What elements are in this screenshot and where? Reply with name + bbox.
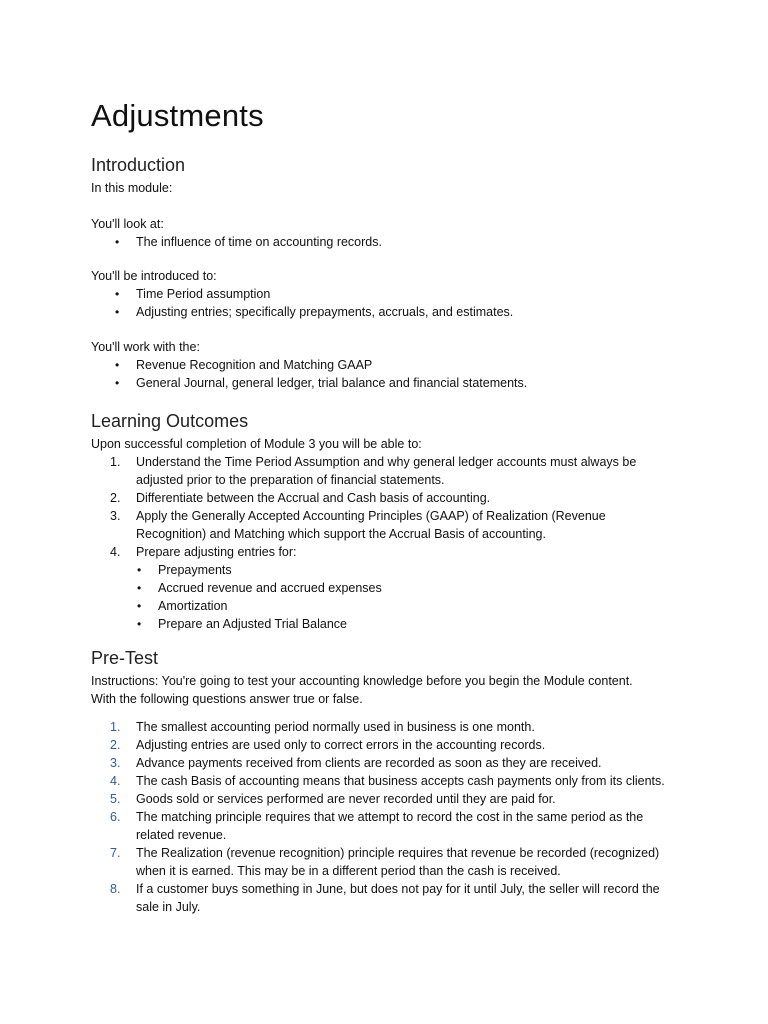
- list-item: • Time Period assumption: [115, 287, 271, 301]
- list-item: • Prepayments: [137, 563, 232, 577]
- list-item: 8. If a customer buys something in June, but does not pay for it until July, the seller will record the sale in July.: [110, 882, 660, 914]
- list-item: 3. Apply the Generally Accepted Accounting Principles (GAAP) of Realization (Revenue Recognition) and Matching which support the Accrual Basis of accounting.: [110, 509, 606, 541]
- outcomes-lead: Upon successful completion of Module 3 you will be able to:: [91, 437, 422, 451]
- list-item: 4. The cash Basis of accounting means that business accepts cash payments only from its clients.: [110, 774, 665, 788]
- list-item: • Revenue Recognition and Matching GAAP: [115, 358, 373, 372]
- list-item: • Adjusting entries; specifically prepayments, accruals, and estimates.: [115, 305, 514, 319]
- intro-lead: In this module:: [91, 181, 173, 195]
- work-group: [91, 338, 691, 392]
- list-item: 6. The matching principle requires that we attempt to record the cost in the same period as the related revenue.: [110, 810, 644, 842]
- bullet-icon: •: [115, 376, 120, 390]
- bullet-icon: •: [115, 305, 120, 319]
- list-item: 2. Adjusting entries are used only to correct errors in the accounting records.: [110, 738, 546, 752]
- page-title: Adjustments: [91, 98, 264, 133]
- learning-outcomes-section: [91, 409, 691, 633]
- pretest-section: [91, 646, 691, 916]
- bullet-icon: •: [115, 235, 120, 249]
- list-item: 7. The Realization (revenue recognition) principle requires that revenue be recorded (recognized) when it is earned. This may be in a different period than the cash is received.: [110, 846, 660, 878]
- look-at-group: [91, 215, 691, 251]
- bullet-icon: •: [137, 617, 142, 631]
- bullet-icon: •: [137, 563, 142, 577]
- pretest-questions: [91, 718, 691, 916]
- learning-outcomes-heading: Learning Outcomes: [91, 411, 249, 431]
- work-label: You'll work with the:: [91, 340, 200, 354]
- list-item: 1. The smallest accounting period normally used in business is one month.: [110, 720, 535, 734]
- list-item: • General Journal, general ledger, trial balance and financial statements.: [115, 376, 528, 390]
- pretest-heading: Pre-Test: [91, 648, 159, 668]
- list-item: 1. Understand the Time Period Assumption and why general ledger accounts must always be adjusted prior to the preparation of financial statements.: [110, 455, 637, 487]
- introduced-label: You'll be introduced to:: [91, 269, 217, 283]
- list-item: • The influence of time on accounting records.: [115, 235, 382, 249]
- list-item: 3. Advance payments received from clients are recorded as soon as they are received.: [110, 756, 602, 770]
- bullet-icon: •: [137, 581, 142, 595]
- bullet-icon: •: [137, 599, 142, 613]
- list-item: 2. Differentiate between the Accrual and Cash basis of accounting.: [110, 491, 491, 505]
- list-item: 4. Prepare adjusting entries for:: [110, 545, 297, 559]
- list-item: • Prepare an Adjusted Trial Balance: [137, 617, 348, 631]
- bullet-icon: •: [115, 358, 120, 372]
- look-at-label: You'll look at:: [91, 217, 164, 231]
- list-item: • Accrued revenue and accrued expenses: [137, 581, 382, 595]
- introduction-heading: Introduction: [91, 155, 186, 175]
- pretest-instructions: Instructions: You're going to test your accounting knowledge before you begin the Module content. With the following questions answer true or false.: [91, 674, 633, 706]
- list-item: 5. Goods sold or services performed are never recorded until they are paid for.: [110, 792, 556, 806]
- introduction-section: [91, 153, 691, 197]
- list-item: • Amortization: [137, 599, 228, 613]
- bullet-icon: •: [115, 287, 120, 301]
- introduced-group: [91, 267, 691, 321]
